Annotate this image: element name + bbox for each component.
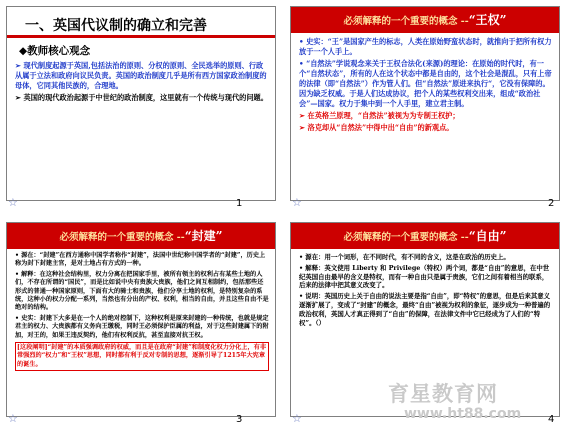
title-prefix: 必须解释的一个重要的概念 -- (343, 232, 469, 243)
slide-1-subtitle: ◆教师核心观念 (19, 45, 91, 57)
title-prefix: 必须解释的一个重要的概念 -- (59, 232, 185, 243)
slide-3-body (15, 252, 269, 373)
slide-2-title (291, 7, 559, 33)
slide-2-paragraph: ➢ 在英格兰原理，“自然法”被视为为专制王权护； (299, 111, 460, 120)
slide-number: 3 (236, 414, 243, 425)
slide-1-title: 一、英国代议制的确立和完善 (25, 18, 207, 34)
slide-1-paragraph: ➢ 英国的现代政治起源于中世纪的政治制度，这里就有一个传统与现代的问题。 (15, 93, 268, 102)
slide-1-body (15, 61, 269, 105)
slide-2-paragraph: • 史实：“王”是国家产生的标志，人类在原始野蛮状态时，就推向于把所有权力放于一个人手上。 (299, 37, 552, 56)
star-icon: ☆ (292, 196, 302, 209)
slide-3-paragraph: [这段阐明]“封建”的本质强调政府的权威，而且是在政府“封建”和制度化权力分化上，有非常强烈的“权力”和“王权”思想，同时都有利于反对专制的思想，逐渐引导了1215年大宪章的诞生。 (15, 342, 269, 371)
slide-4-paragraph: • 解释：英文使用 Liberty 和 Privilege（特权）两个词，都是“自由”的意思，在中世纪英国自由最早的含义是特权，而有一种自由只是属于贵族，它们之间有着相当的联系，后来的法律中把其意义改变了。 (299, 263, 550, 290)
watermark (308, 378, 558, 428)
slide-2-paragraph: ➢ 洛克却从“自然法”中得中出“自由”的新观点。 (299, 123, 454, 132)
slide-4-title (291, 223, 559, 249)
slide-thumbnail-3[interactable] (6, 222, 276, 417)
slide-2-body (299, 37, 553, 135)
slide-3-paragraph: • 源在：“封建”在西方通称中国学者称作“封建”，法国中世纪称中国学者的“封建”，历史上称为封下封建主官，是对土地占有方式的一种。 (15, 252, 266, 268)
slide-3-paragraph: • 解释：在这种社会结构里，权力分离在把国家手里，被所有领主的权利占有某些土地的人们，不存在所谓的“国民”，而是比如说中央有贵族大贵族，他们之间互相制约，包括那些还形式的普通一种国家原则，下面有大的骑士和贵族，他们分享土地的权利，是特别复杂的系统，这种小的权力分配一系列，当然也有分出的产权、权利，相当的自由，并且这些自由不是绝对的结构。 (15, 270, 269, 312)
title-prefix: 必须解释的一个重要的概念 -- (343, 16, 469, 27)
star-icon: ☆ (292, 412, 302, 425)
star-icon: ☆ (8, 412, 18, 425)
title-keyword: “封建” (184, 229, 223, 243)
slide-2-paragraph: • “自然法”学说观念来关于王权合法化(来源)的理论：在原始的时代时，有一个“自然状态”，所有的人在这个状态中都是自由的，这个社会是混乱，只有上帝的法律（即“自然法”）作为管人们。但“自然法”原进来执行“，它没有保障的。因为缺乏权威。于是人们达成协议，把个人的某些权利交出来，组成“政治社会”—国家。权力于集中到一个人手里，建立君主制。 (299, 59, 552, 108)
slide-thumbnail-2[interactable] (290, 6, 560, 201)
slide-4-paragraph: • 说明：英国历史上关于自由的说法主要是指“自由”，即“特权”的意思，但是后来其意义逐渐扩展了，变成了“封建”的概念，最终“自由”被视为权利的象征，逐步成为一种普遍的政治权利，英国人才真正得到了“自由”的保障，在法律文件中它已经成为了人们的“特权”。（） (299, 292, 551, 327)
title-keyword: “自由” (468, 229, 507, 243)
title-keyword: “王权” (468, 13, 507, 27)
slide-3-paragraph: • 史实：封建下大多是在一个人的绝对控制下，这种权利是原来封建的一种传统，也就是规定君主的权力、大贵族都有义务向王缴税，同时王必须保护臣属的利益，对于这些封建属下的附加，对王的，如果王违反契约，他们有权利反抗，甚至直接对抗王权。 (15, 314, 269, 339)
watermark-brand: 育星教育网 (388, 382, 498, 406)
watermark-url: www.ht88.com (404, 406, 522, 422)
slide-4-body (299, 253, 553, 329)
slide-thumbnail-1[interactable] (6, 6, 276, 201)
slide-1-paragraph: ➢ 现代制度起源于英国,包括法治的原则、分权的原则、全民选举的原则、行政从属于立法和政府向议民负责。英国的政治制度几乎是所有西方国家政治制度的母体，它同其他民族的，合理地。 (15, 61, 267, 90)
slide-number: 4 (548, 414, 555, 425)
slide-number: 2 (548, 198, 555, 209)
slide-4-paragraph: • 源在：用一个词形，在不同时代，有不同的含义，这是在政治的历史上。 (299, 253, 510, 261)
star-icon: ☆ (8, 196, 18, 209)
slide-3-title (7, 223, 275, 249)
slide-number: 1 (236, 198, 243, 209)
title-underline (7, 35, 275, 38)
